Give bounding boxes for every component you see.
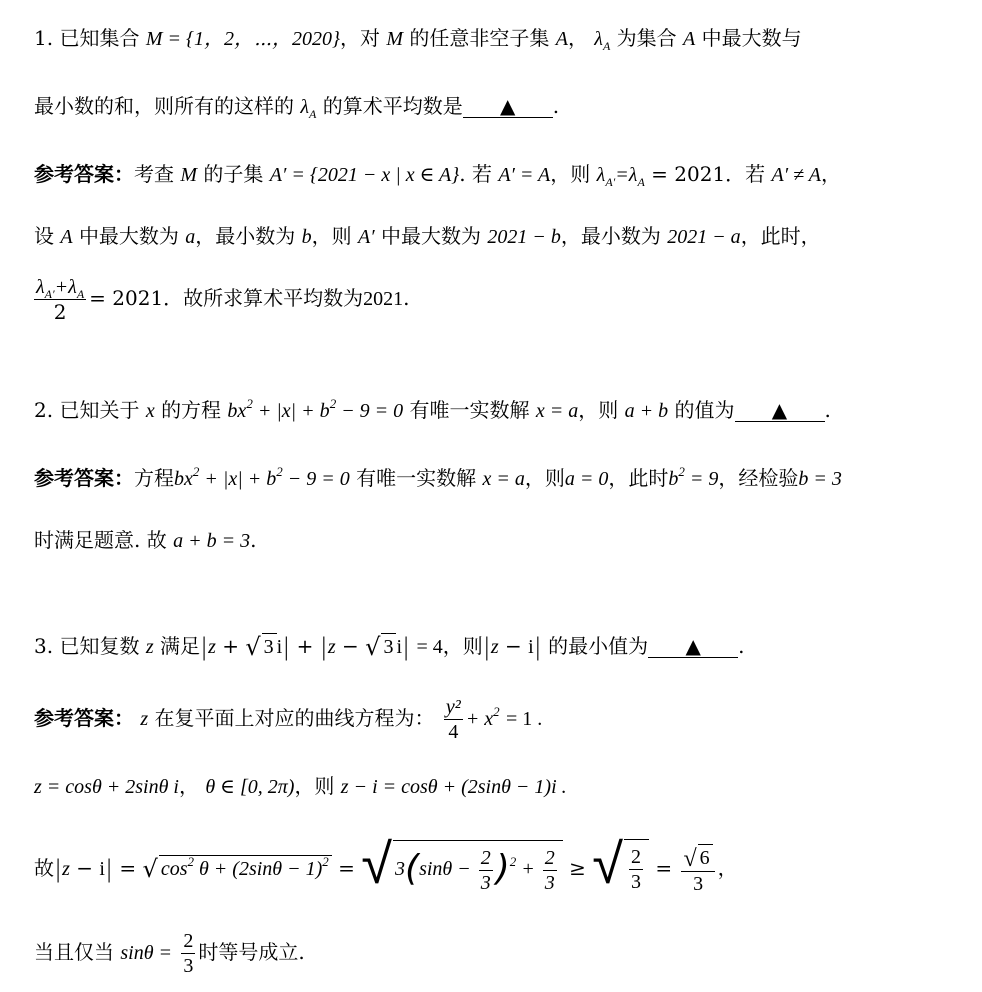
p1-comma: ， xyxy=(567,26,588,50)
p3-frac-num: 2 xyxy=(480,846,491,869)
p1-question-text: 1. 已知集合 xyxy=(34,26,140,50)
p3-fraction-den: 4 xyxy=(448,721,459,743)
p3-frac-den: 3 xyxy=(693,872,704,895)
p3-frac-den: 3 xyxy=(480,871,491,894)
p2-answer-label: 参考答案： xyxy=(34,466,134,490)
p1-text-subset: 的任意非空子集 xyxy=(409,26,550,50)
p2-answer-line-1 xyxy=(34,464,842,493)
p2-answer-text-4: ，此时 xyxy=(608,466,669,490)
p2-answer-text-6: 时满足题意. 故 xyxy=(34,528,167,552)
p3-answer-label: 参考答案： xyxy=(34,706,134,730)
p1-answer-text-2: 的子集 xyxy=(203,162,264,186)
p1-text-min: ，最小数为 xyxy=(195,224,296,248)
p1-text-as-set: 为集合 xyxy=(616,26,677,50)
p2-answer-blank[interactable] xyxy=(735,399,825,422)
p3-big-sqrt-expr: 3(sinθ − $\frac{2}{3}$ )$^2$ + $\frac{2}{3}$ xyxy=(393,840,563,897)
p1-fraction-num: $\lambda_{A'}+\lambda_A$ xyxy=(36,276,85,301)
p3-frac-den: 3 xyxy=(544,871,555,894)
p3-frac-den: 3 xyxy=(183,955,194,977)
p2-equation: $bx^2 + |x| + b^2 - 9 = 0$ xyxy=(227,396,404,422)
p2-question-line-1: 2. 已知关于 x 的方程 $bx^2 + |x| + b^2 - 9 = 0$ 有唯一实数解 x = a，则 a + b 的值为 ▲ . xyxy=(34,396,831,422)
p3-frac-2-3-d xyxy=(181,929,195,978)
sqrt-icon: √ xyxy=(142,855,158,883)
p1-answer-line-2 xyxy=(34,222,821,251)
p3-text-iff: 当且仅当 xyxy=(34,940,114,964)
p3-eq-4: = 4 xyxy=(416,636,443,658)
p2-b2-eq-9: $b^2 = 9$ xyxy=(668,464,719,490)
p1-question-line-1 xyxy=(34,24,802,53)
p1-var-a-prime: A′ xyxy=(358,226,375,248)
p3-frac-2-3-a xyxy=(479,846,493,895)
p3-text-then2: ，则 xyxy=(294,774,335,798)
p3-answer-line-3: 故|z − i| = √ $\cos^2 \theta + (2\sin\theta - 1)^2$ = √ 3(sinθ − $\frac{2}{3}$ )$^2$ + $\frac{2}{3}$ ≥ √ $\frac{2}{3}$ = $\frac{√ 6}{3}$ ， xyxy=(34,832,738,897)
p1-lambda-a-2: $\lambda_A$ xyxy=(300,96,317,121)
p1-text-min2: ，最小数为 xyxy=(560,224,661,248)
p3-var-z: z xyxy=(145,636,154,658)
p1-lambda-a: $\lambda_A$ xyxy=(594,28,611,53)
p3-question-line-1: 3. 已知复数 z 满足|z + √ 3 i| + |z − √ 3 i| = 4，则|z − i| 的最小值为 ▲ . xyxy=(34,633,745,661)
p1-text-max3: 中最大数为 xyxy=(380,224,481,248)
p2-text-then: ，则 xyxy=(578,398,619,422)
p1-answer-blank[interactable] xyxy=(463,95,553,118)
p1-answer-line-3: $\frac{\lambda_{A'}+\lambda_A}{2}$ = 2021．故所求算术平均数为2021. xyxy=(36,276,410,324)
p3-z-param: z = cosθ + 2sinθ i xyxy=(34,776,179,798)
p3-answer-blank[interactable] xyxy=(648,635,738,658)
p1-var-m-ans: M xyxy=(180,164,198,186)
p1-question-text-2: 最小数的和，则所有的这样的 xyxy=(34,94,294,118)
p3-frac-2-3-c xyxy=(629,845,643,894)
p1-set-m: M = {1，2，⋯，2020} xyxy=(145,28,340,50)
p1-var-sa: a xyxy=(185,226,196,248)
p3-frac-sqrt6-3: $\frac{√ 6}{3}$ xyxy=(681,844,714,896)
p1-var-m: M xyxy=(386,28,403,50)
p3-fraction-y2-4 xyxy=(444,695,463,744)
p3-frac-num: 2 xyxy=(631,846,641,868)
p1-answer-text-5: = 2021．若 xyxy=(651,162,766,186)
p1-text-then: ，则 xyxy=(311,224,352,248)
p1-question-line-2: 最小数的和，则所有的这样的 $\lambda_A$ 的算术平均数是 ▲ . xyxy=(34,94,560,121)
p1-text-now: ，此时， xyxy=(740,224,821,248)
p3-frac-2-3-b xyxy=(543,846,557,895)
p2-var-x: x xyxy=(145,400,155,422)
p1-text-let: 设 xyxy=(34,224,54,248)
p3-sqrt-expr: $\cos^2 \theta + (2\sin\theta - 1)^2$ xyxy=(159,855,332,882)
p3-sin-eq: sinθ = xyxy=(120,942,173,964)
p1-answer-text-3: . 若 xyxy=(459,162,492,186)
triangle-icon: ▲ xyxy=(500,94,516,118)
p1-var-a3: A xyxy=(60,226,73,248)
p2-equation-ans: $bx^2 + |x| + b^2 - 9 = 0$ xyxy=(174,464,350,490)
p3-comma: ， xyxy=(178,774,199,798)
p3-sqrt-frac xyxy=(624,839,649,896)
p3-answer-line-4 xyxy=(34,924,305,981)
p3-answer-text: 在复平面上对应的曲线方程为： xyxy=(154,706,435,730)
p1-lambda-eq: $\lambda_{A'}=\lambda_A$ xyxy=(596,164,645,189)
p3-answer-line-2 xyxy=(34,772,567,801)
p1-var-a2: A xyxy=(683,28,696,50)
p2-text-unique: 有唯一实数解 xyxy=(409,398,530,422)
p3-answer-line-1: 参考答案： z 在复平面上对应的曲线方程为： $\frac{\text{y²}}{4}$ + $x^2 = 1$ . xyxy=(34,696,543,743)
p3-frac-num: 2 xyxy=(183,930,194,952)
p2-question-text: 2. 已知关于 xyxy=(34,398,140,422)
p1-set-a-prime: A′ = {2021 − x | x ∈ A} xyxy=(269,164,460,186)
p1-fraction xyxy=(34,275,86,324)
p2-result: a + b = 3 xyxy=(173,530,251,552)
p1-answer-comma: ， xyxy=(820,162,841,186)
triangle-icon: ▲ xyxy=(685,634,701,658)
sqrt-icon-2: √ xyxy=(592,832,623,897)
p3-text-satisfy: 满足 xyxy=(159,634,200,658)
p1-text-for: ，对 xyxy=(339,26,380,50)
p2-answer-text-5: ，经检验 xyxy=(718,466,799,490)
p1-answer-text: 考查 xyxy=(134,162,174,186)
p2-answer-text: 方程 xyxy=(134,466,174,490)
p1-answer-label: 参考答案： xyxy=(34,162,134,186)
p2-x-eq-a-ans: x = a xyxy=(482,468,525,490)
p1-answer-text-4: ，则 xyxy=(550,162,591,186)
p2-a-eq-0: a = 0 xyxy=(564,468,609,490)
p3-frac-six: 6 xyxy=(698,844,713,871)
p3-text-min: 的最小值为 xyxy=(548,634,649,658)
p1-answer-line-1 xyxy=(34,160,841,189)
p3-question-text: 3. 已知复数 xyxy=(34,634,140,658)
p3-text-then: ，则 xyxy=(442,634,483,658)
p2-period: . xyxy=(250,528,257,552)
p2-answer-text-2: 有唯一实数解 xyxy=(356,466,477,490)
p3-eq-1: = 1 . xyxy=(505,708,543,730)
p2-answer-text-3: ，则 xyxy=(524,466,565,490)
p1-text-max: 中最大数与 xyxy=(701,26,802,50)
p3-text-equal-holds: 时等号成立. xyxy=(198,940,305,964)
p2-text-equation: 的方程 xyxy=(161,398,222,422)
p2-a-plus-b: a + b xyxy=(624,400,669,422)
p3-var-z-ans: z xyxy=(140,708,149,730)
p2-x-eq-a: x = a xyxy=(535,400,579,422)
p2-b-eq-3: b = 3 xyxy=(798,468,842,490)
p1-conclusion-text: = 2021．故所求算术平均数为 xyxy=(89,286,364,310)
p2-text-value: 的值为 xyxy=(674,398,735,422)
p1-question-text-3: 的算术平均数是 xyxy=(322,94,463,118)
big-sqrt-icon: √ xyxy=(361,832,393,897)
p3-text-so: 故 xyxy=(34,856,54,880)
p1-expr-min: 2021 − a xyxy=(667,226,741,248)
p3-z-minus-i: z − i = cosθ + (2sinθ − 1)i . xyxy=(340,776,567,798)
p3-frac-num: 2 xyxy=(544,846,555,869)
triangle-icon: ▲ xyxy=(771,398,788,422)
p1-expr-max: 2021 − b xyxy=(487,226,561,248)
p1-conclusion-value: 2021 xyxy=(363,288,404,310)
p3-frac-den: 3 xyxy=(631,871,641,893)
p3-theta-range: θ ∈ [0, 2π) xyxy=(205,776,295,798)
p1-neq: A′ ≠ A xyxy=(771,164,821,186)
p1-text-max2: 中最大数为 xyxy=(78,224,179,248)
p1-fraction-den: 2 xyxy=(53,300,67,324)
p1-var-a: A xyxy=(555,28,568,50)
p3-fraction-num: y² xyxy=(445,696,461,718)
p1-var-sb: b xyxy=(301,226,312,248)
p2-answer-line-2 xyxy=(34,526,256,555)
p1-eq-a-prime: A′ = A xyxy=(498,164,551,186)
